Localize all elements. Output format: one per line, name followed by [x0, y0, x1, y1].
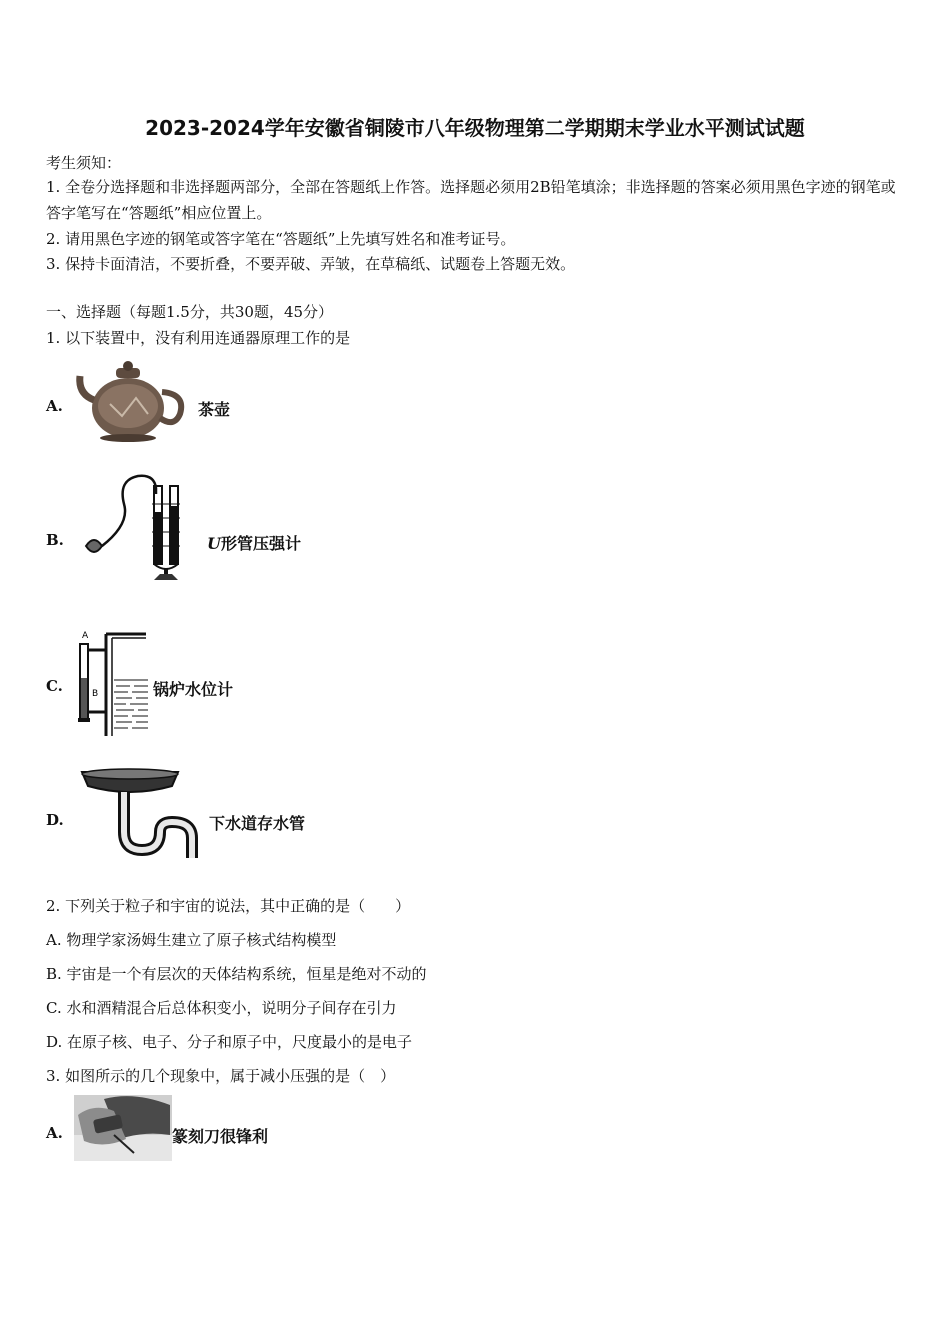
gauge-label-b: B: [92, 689, 99, 699]
teapot-figure: [76, 358, 188, 444]
q3-option-a-letter: A.: [46, 1124, 63, 1142]
option-c-label: 锅炉水位计: [153, 680, 234, 699]
question-2-stem: 2. 下列关于粒子和宇宙的说法，其中正确的是（ ）: [46, 897, 411, 915]
q2-option-b: B. 宇宙是一个有层次的天体结构系统，恒星是绝对不动的: [46, 965, 427, 983]
carving-knife-photo: [74, 1095, 172, 1161]
notice-heading: 考生须知：: [46, 154, 122, 172]
notice-item-2: 2. 请用黑色字迹的钢笔或答字笔在“答题纸”上先填写姓名和准考证号。: [46, 230, 516, 248]
drain-trap-figure: [80, 766, 200, 860]
q2-option-d: D. 在原子核、电子、分子和原子中，尺度最小的是电子: [46, 1033, 413, 1051]
option-d-letter: D.: [46, 811, 64, 829]
notice-item-3: 3. 保持卡面清洁，不要折叠，不要弄破、弄皱，在草稿纸、试题卷上答题无效。: [46, 255, 576, 273]
q3-option-a-label: 篆刻刀很锋利: [172, 1127, 269, 1146]
u-italic-label: U: [207, 534, 221, 553]
gauge-label-a: A: [82, 631, 89, 641]
u-tube-manometer-figure: [80, 470, 186, 584]
option-b-label-text: 形管压强计: [220, 534, 301, 553]
option-b-label: [207, 531, 301, 554]
question-3-stem: 3. 如图所示的几个现象中，属于减小压强的是（ ）: [46, 1067, 396, 1085]
q2-option-c: C. 水和酒精混合后总体积变小，说明分子间存在引力: [46, 999, 397, 1017]
q2-option-a: A. 物理学家汤姆生建立了原子核式结构模型: [46, 931, 337, 949]
question-1-stem: 1. 以下装置中，没有利用连通器原理工作的是: [46, 329, 351, 347]
exam-title: 2023-2024学年安徽省铜陵市八年级物理第二学期期末学业水平测试试题: [145, 116, 805, 140]
option-d-label: 下水道存水管: [209, 814, 306, 833]
section-heading: 一、选择题（每题1.5分，共30题，45分）: [46, 303, 334, 321]
option-c-letter: C.: [46, 677, 63, 695]
option-b-letter: B.: [46, 531, 64, 549]
notice-item-1: 1. 全卷分选择题和非选择题两部分，全部在答题纸上作答。选择题必须用2B铅笔填涂；非选择题的答案必须用黑色字迹的钢笔或答字笔写在“答题纸”相应位置上。: [46, 178, 896, 222]
option-a-letter: A.: [46, 397, 63, 415]
boiler-gauge-figure: [72, 624, 152, 740]
option-a-label: 茶壶: [198, 400, 231, 419]
